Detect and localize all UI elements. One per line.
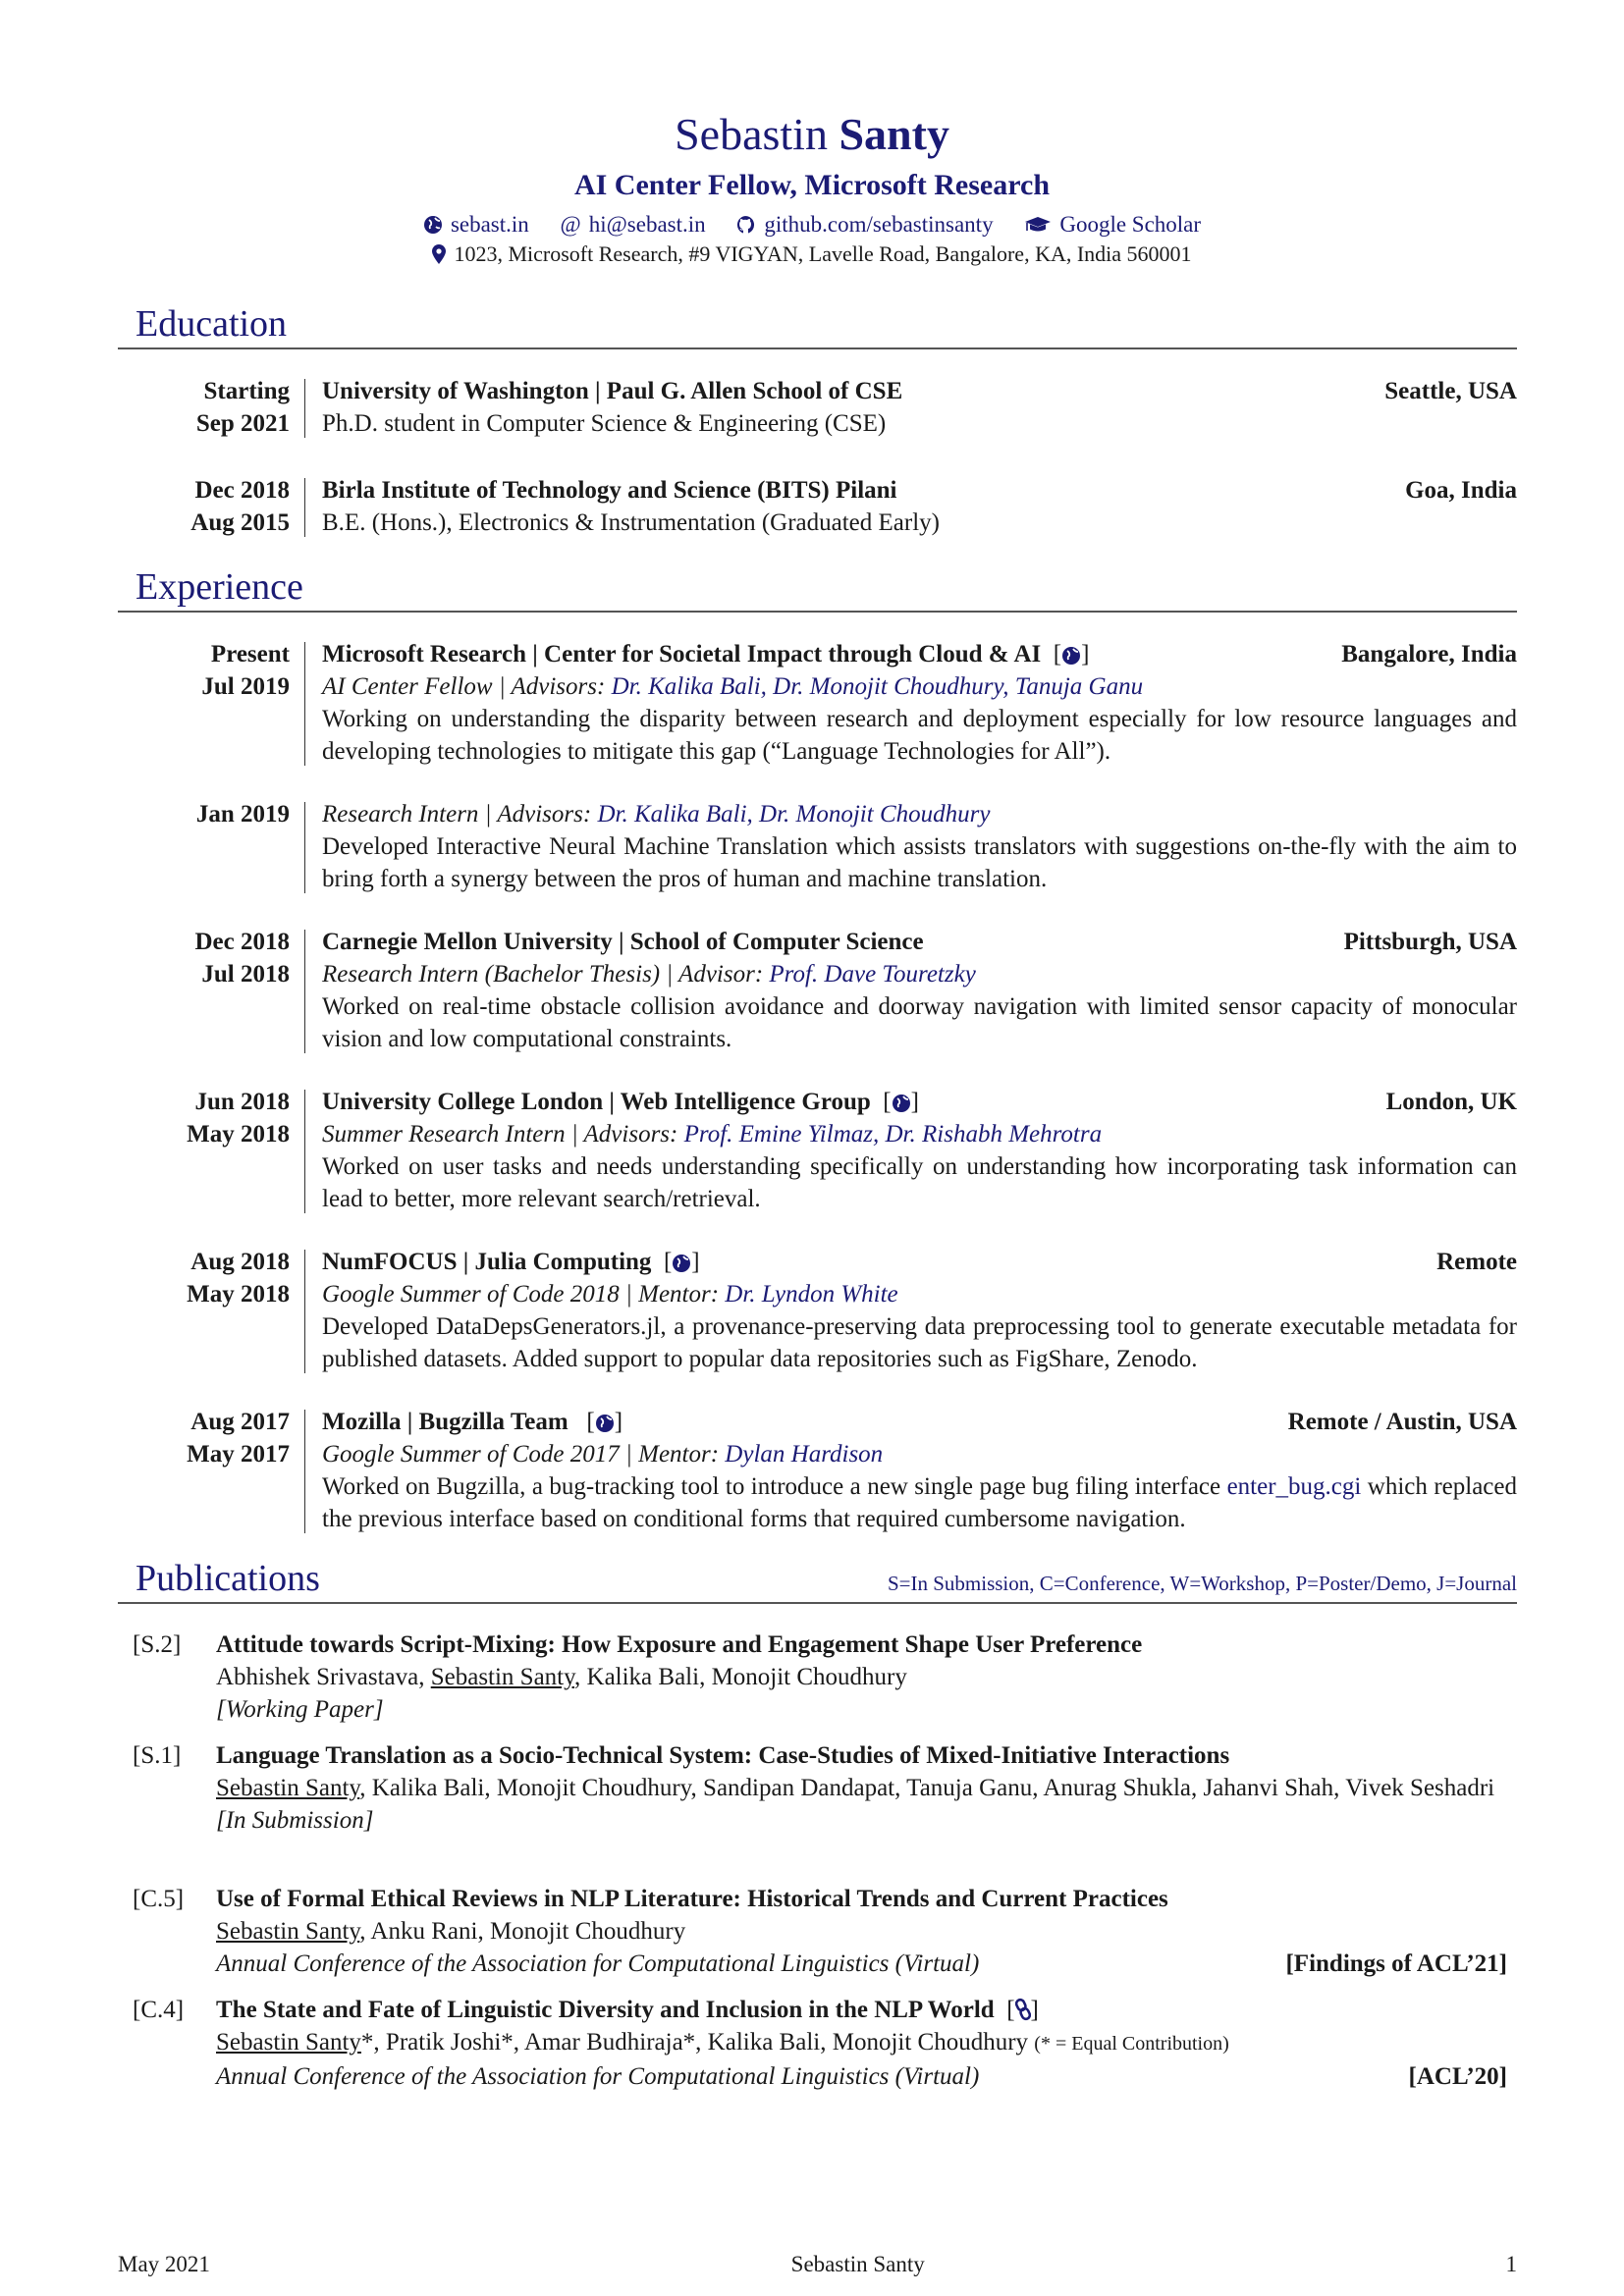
publication-entry (133, 1629, 1507, 1726)
description: Working on understanding the disparity between research and deployment especially for low resource languages and developing technologies to mitigate this gap (“Language Technologies for All”). (322, 706, 1517, 765)
last-name: Santy (839, 109, 949, 159)
publication-authors: Sebastin Santy*, Pratik Joshi*, Amar Budhiraja*, Kalika Bali, Monojit Choudhury (* = Equal Contribution) (216, 2029, 1229, 2056)
role: Research Intern | Advisors: (322, 801, 598, 828)
experience-entry (118, 638, 1517, 768)
organization: Microsoft Research | Center for Societal Impact through Cloud & AI (322, 641, 1042, 667)
globe-icon (595, 1414, 615, 1433)
description: Developed DataDepsGenerators.jl, a provenance-preserving data preprocessing tool to generate executable metadata for published datasets. Added support to popular data repositories such as FigShare, Zenodo. (322, 1313, 1517, 1372)
education-entry (118, 474, 1517, 539)
advisors: Prof. Dave Touretzky (769, 961, 976, 988)
experience-entry (118, 1246, 1517, 1375)
globe-icon (672, 1254, 691, 1273)
venue-tag: [ACL’20] (1408, 2063, 1507, 2090)
organization: University College London | Web Intelligence Group (322, 1089, 871, 1115)
mentor: Dr. Lyndon White (725, 1281, 898, 1308)
entry-dates: Dec 2018 Aug 2015 (190, 477, 290, 536)
publication-key: [S.2] (133, 1631, 182, 1658)
venue-tag: [Findings of ACL’21] (1285, 1950, 1507, 1977)
organization: Mozilla | Bugzilla Team (322, 1409, 568, 1435)
organization: NumFOCUS | Julia Computing (322, 1249, 652, 1275)
description: Worked on user tasks and needs understanding specifically on understanding how incorporating task information can lead to better, more relevant search/retrieval. (322, 1153, 1517, 1212)
role: Summer Research Intern | Advisors: (322, 1121, 684, 1148)
publication-key: [S.1] (133, 1742, 182, 1769)
link-icon (1015, 1998, 1031, 2021)
email-link[interactable]: @ hi@sebast.in (560, 212, 706, 237)
location: Remote / Austin, USA (1287, 1409, 1517, 1435)
publication-legend: S=In Submission, C=Conference, W=Workshop, P=Poster/Demo, J=Journal (887, 1572, 1517, 1595)
contact-links (0, 210, 1624, 240)
institution: Birla Institute of Technology and Science (BITS) Pilani (322, 477, 897, 504)
publication-authors: Sebastin Santy, Anku Rani, Monojit Choudhury (216, 1918, 686, 1945)
location: Seattle, USA (1384, 378, 1517, 404)
divider (304, 930, 305, 1053)
role: Google Summer of Code 2017 | Mentor: (322, 1441, 726, 1468)
experience-entry (118, 1086, 1517, 1215)
map-marker-icon (432, 244, 446, 264)
publication-venue: Annual Conference of the Association for Computational Linguistics (Virtual) (216, 2063, 980, 2090)
publication-venue: Annual Conference of the Association for Computational Linguistics (Virtual) (216, 1950, 980, 1977)
entry-dates: Aug 2018 May 2018 (187, 1249, 290, 1308)
entry-dates: Jan 2019 (195, 801, 290, 828)
divider (304, 478, 305, 537)
globe-icon (892, 1094, 911, 1113)
role: Research Intern (Bachelor Thesis) | Advisor: (322, 961, 770, 988)
resume-header (0, 106, 1624, 269)
entry-dates: Starting Sep 2021 (195, 378, 290, 437)
divider (304, 642, 305, 766)
equal-contribution-note: (* = Equal Contribution) (1034, 2033, 1229, 2055)
website-link[interactable]: [ ] (657, 1249, 700, 1275)
entry-dates: Present Jul 2019 (201, 641, 290, 700)
website-link[interactable]: sebast.in (423, 210, 529, 240)
advisors: Dr. Kalika Bali, Dr. Monojit Choudhury (597, 801, 991, 828)
enter-bug-link[interactable]: enter_bug.cgi (1226, 1473, 1362, 1500)
description: Worked on real-time obstacle collision avoidance and doorway navigation with limited sensor capacity of monocular vision and low computational constraints. (322, 993, 1517, 1052)
github-link[interactable]: github.com/sebastinsanty (736, 210, 993, 240)
mentor: Dylan Hardison (725, 1441, 884, 1468)
publication-title: The State and Fate of Linguistic Diversity and Inclusion in the NLP World [ ] (216, 1997, 1039, 2023)
degree: Ph.D. student in Computer Science & Engineering (CSE) (322, 410, 887, 437)
first-name: Sebastin (675, 109, 828, 159)
footer-date: May 2021 (118, 2252, 210, 2276)
google-scholar-link[interactable]: Google Scholar (1024, 210, 1201, 240)
publications-heading: Publications S=In Submission, C=Conference, W=Workshop, P=Poster/Demo, J=Journal (118, 1555, 1517, 1604)
website-link[interactable]: [ ] (573, 1409, 623, 1435)
paper-link[interactable]: [ ] (994, 1997, 1039, 2023)
publication-key: [C.4] (133, 1997, 185, 2023)
publication-entry (133, 1883, 1507, 1980)
location: Remote (1436, 1249, 1517, 1275)
experience-entry (118, 798, 1517, 895)
footer-name: Sebastin Santy (790, 2252, 925, 2276)
website-link[interactable]: [ ] (877, 1089, 919, 1115)
page-footer (118, 2252, 1517, 2277)
role: AI Center Fellow | Advisors: (322, 673, 612, 700)
publication-title: Use of Formal Ethical Reviews in NLP Literature: Historical Trends and Current Practices (216, 1886, 1168, 1912)
location: Pittsburgh, USA (1343, 929, 1517, 955)
divider (304, 1250, 305, 1373)
website-link[interactable]: [ ] (1047, 641, 1090, 667)
institution: University of Washington | Paul G. Allen School of CSE (322, 378, 903, 404)
publication-authors: Sebastin Santy, Kalika Bali, Monojit Choudhury, Sandipan Dandapat, Tanuja Ganu, Anurag Shukla, Jahanvi Shah, Vivek Seshadri (216, 1775, 1495, 1801)
publication-title: Language Translation as a Socio-Technical System: Case-Studies of Mixed-Initiative Interactions (216, 1742, 1230, 1769)
address: 1023, Microsoft Research, #9 VIGYAN, Lavelle Road, Bangalore, KA, India 560001 (0, 240, 1624, 269)
description: Worked on Bugzilla, a bug-tracking tool to introduce a new single page bug filing interface enter_bug.cgi which replaced the previous interface based on conditional forms that required cumbersome navigation. (322, 1473, 1517, 1532)
publication-status: [In Submission] (216, 1807, 374, 1834)
globe-icon (1061, 646, 1081, 666)
publication-key: [C.5] (133, 1886, 185, 1912)
advisors: Prof. Emine Yilmaz, Dr. Rishabh Mehrotra (683, 1121, 1103, 1148)
location: Bangalore, India (1341, 641, 1517, 667)
github-icon (736, 215, 756, 235)
experience-entry (118, 926, 1517, 1055)
position-title: AI Center Fellow, Microsoft Research (573, 169, 1051, 201)
role: Google Summer of Code 2018 | Mentor: (322, 1281, 726, 1308)
location: Goa, India (1405, 477, 1517, 504)
education-heading: Education (118, 300, 1517, 349)
publication-title: Attitude towards Script-Mixing: How Exposure and Engagement Shape User Preference (216, 1631, 1143, 1658)
publication-entry (133, 1994, 1507, 2093)
description: Developed Interactive Neural Machine Translation which assists translators with suggestions on-the-fly with the aim to bring forth a synergy between the pros of human and machine translation. (322, 833, 1517, 892)
graduation-cap-icon (1024, 215, 1052, 235)
entry-dates: Aug 2017 May 2017 (187, 1409, 290, 1468)
divider (304, 802, 305, 893)
experience-heading: Experience (118, 563, 1517, 613)
degree: B.E. (Hons.), Electronics & Instrumentation (Graduated Early) (322, 509, 940, 536)
location: London, UK (1385, 1089, 1517, 1115)
page-number: 1 (1505, 2252, 1517, 2276)
divider (304, 1410, 305, 1533)
divider (304, 1090, 305, 1213)
education-entry (118, 375, 1517, 440)
publication-status: [Working Paper] (216, 1696, 384, 1723)
full-name (0, 106, 1624, 163)
divider (304, 379, 305, 438)
experience-entry (118, 1406, 1517, 1535)
entry-dates: Dec 2018 Jul 2018 (194, 929, 290, 988)
advisors: Dr. Kalika Bali, Dr. Monojit Choudhury, Tanuja Ganu (611, 673, 1144, 700)
globe-icon (423, 215, 443, 235)
at-icon: @ (560, 212, 581, 237)
entry-dates: Jun 2018 May 2018 (187, 1089, 290, 1148)
organization: Carnegie Mellon University | School of Computer Science (322, 929, 924, 955)
publication-authors: Abhishek Srivastava, Sebastin Santy, Kalika Bali, Monojit Choudhury (216, 1664, 907, 1690)
publication-entry (133, 1739, 1507, 1837)
